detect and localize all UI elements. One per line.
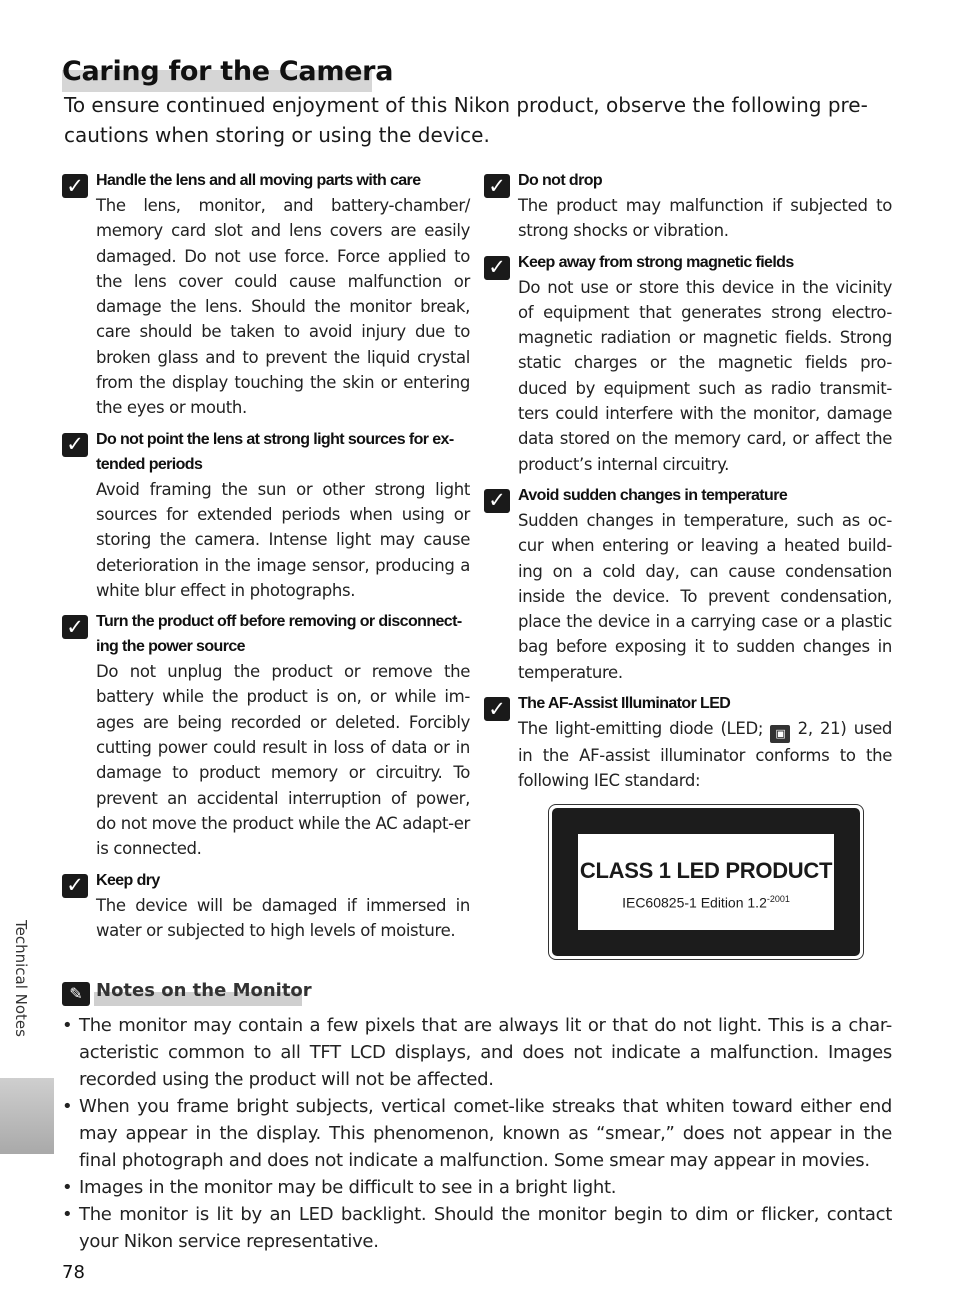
check-icon: ✓ [62, 174, 88, 198]
caution-body: The device will be damaged if immersed in water or subjected to high levels of moisture. [96, 895, 470, 940]
check-icon: ✓ [62, 433, 88, 457]
notes-title: Notes on the Monitor [96, 980, 312, 1001]
label-sub-text [578, 894, 834, 911]
side-tab-label: Technical Notes [12, 920, 30, 1037]
af-body-before: The light-emitting diode (LED; [518, 719, 764, 739]
caution-heading: Do not drop [518, 172, 603, 189]
right-column [484, 168, 892, 966]
page-number: 78 [62, 1262, 85, 1283]
caution-item [62, 168, 470, 421]
side-tab-marker [0, 1078, 54, 1154]
label-black-frame [552, 808, 860, 956]
caution-body: Avoid framing the sun or other strong light sources for extended periods when using or storing the camera. Intense light may cause deterioration in the image sensor, producing a white blur effect in photographs. [96, 479, 470, 600]
caution-item [484, 168, 892, 244]
list-item: • Images in the monitor may be difficult to see in a bright light. [62, 1174, 892, 1201]
caution-heading: Avoid sudden changes in temperature [518, 486, 788, 504]
caution-body: Do not unplug the product or remove the battery while the product is on, or while im-ages are being recorded or deleted. Forcibly cutting power could result in loss of data or in damage to product memory or circuitry. To prevent an accidental interruption of power, do not move the product while the AC adapt-er is connected. [96, 662, 470, 859]
caution-heading: Handle the lens and all moving parts with care [96, 172, 421, 189]
label-main-text: CLASS 1 LED PRODUCT [579, 857, 833, 883]
page-title: Caring for the Camera [62, 56, 394, 87]
reference-icon: ▣ [770, 725, 790, 743]
caution-body [518, 716, 892, 794]
label-standard: IEC60825-1 Edition 1.2 [622, 894, 767, 911]
led-class-label [548, 804, 864, 960]
title-block [62, 56, 393, 87]
check-icon: ✓ [62, 615, 88, 639]
check-icon: ✓ [484, 256, 510, 280]
pencil-note-icon: ✎ [62, 982, 90, 1006]
caution-heading: Turn the product off before removing or disconnect-ing the power source [96, 613, 462, 656]
check-icon: ✓ [484, 174, 510, 198]
left-column [62, 168, 470, 949]
check-icon: ✓ [484, 697, 510, 721]
notes-list [62, 1012, 892, 1255]
caution-item [62, 868, 470, 944]
caution-body: The lens, monitor, and battery-chamber/ memory card slot and lens covers are easily damaged. Do not use force. Force applied to the lens cover could cause malfunction or damage the lens. Should the monitor break, care should be taken to avoid injury due to broken glass and to prevent the liquid crystal from the display touching the skin or entering the eyes or mouth. [96, 196, 470, 418]
caution-body: Do not use or store this device in the vicinity of equipment that generates strong electro-magnetic radiation or magnetic fields. Strong static charges or the magnetic fields pro-duced by equipment such as radio transmit-ters could interfere with the monitor, damage data stored on the memory card, or affect the product’s internal circuitry. [518, 277, 892, 474]
caution-item [484, 483, 892, 685]
caution-item [62, 427, 470, 603]
check-icon: ✓ [484, 489, 510, 513]
caution-item [62, 609, 470, 861]
caution-item-af-led [484, 691, 892, 960]
af-body-after: 2, 21) used in the AF-assist illuminator conforms to the following IEC standard: [518, 719, 892, 791]
list-item: • When you frame bright subjects, vertical comet-like streaks that whiten toward either end may appear in the display. This phenomenon, known as “smear,” does not appear in the final photograph and does not indicate a malfunction. Some smear may appear in movies. [62, 1093, 892, 1174]
intro-paragraph: To ensure continued enjoyment of this Nikon product, observe the following pre-cautions when storing or using the device. [64, 93, 868, 147]
caution-item [484, 250, 892, 477]
label-white-panel [578, 834, 834, 930]
label-standard-year: -2001 [766, 893, 790, 904]
list-item: • The monitor is lit by an LED backlight. Should the monitor begin to dim or flicker, contact your Nikon service representative. [62, 1201, 892, 1255]
list-item: • The monitor may contain a few pixels that are always lit or that do not light. This is a char-acteristic common to all TFT LCD displays, and does not indicate a malfunction. Images recorded using the product will not be affected. [62, 1012, 892, 1093]
caution-heading: Keep dry [96, 871, 160, 889]
caution-heading: Keep away from strong magnetic fields [518, 253, 794, 271]
check-icon: ✓ [62, 874, 88, 898]
caution-heading: Do not point the lens at strong light sources for ex-tended periods [96, 430, 454, 473]
caution-heading: The AF-Assist Illuminator LED [518, 695, 731, 713]
caution-body: Sudden changes in temperature, such as oc-cur when entering or leaving a heated build-ing on a cold day, can cause condensation inside the device. To prevent condensation, place the device in a carrying case or a plastic bag before exposing it to sudden changes in temperature. [518, 510, 892, 682]
caution-body: The product may malfunction if subjected to strong shocks or vibration. [518, 196, 892, 241]
